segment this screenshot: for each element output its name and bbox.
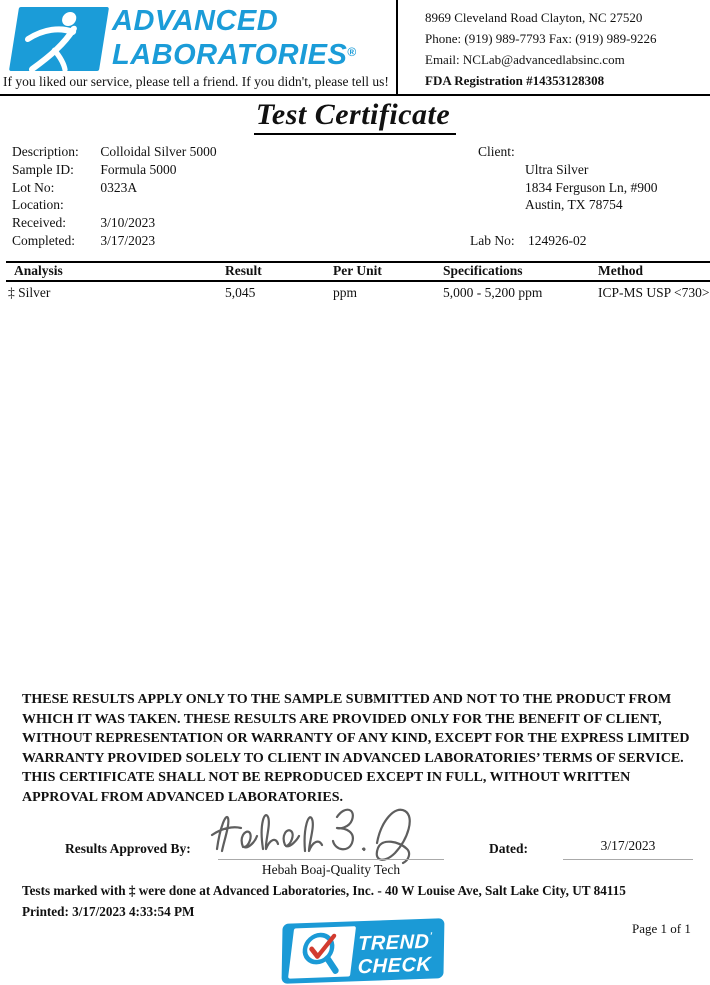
date-line (563, 859, 693, 860)
cell-per-unit: ppm (333, 285, 358, 300)
field-label-received: Received: (12, 215, 66, 231)
col-header-specifications: Specifications (443, 263, 523, 278)
registered-mark: ® (347, 45, 357, 59)
cell-method: ICP-MS USP <730> (598, 285, 710, 300)
service-tagline: If you liked our service, please tell a friend. If you didn't, please tell us! (3, 74, 389, 89)
company-address: 8969 Cleveland Road Clayton, NC 27520 (425, 10, 643, 25)
lab-no-label: Lab No: (470, 233, 515, 248)
cell-specifications: 5,000 - 5,200 ppm (443, 285, 543, 300)
client-block (478, 144, 708, 213)
field-label-location: Location: (12, 197, 64, 213)
field-value-received: 3/10/2023 (100, 215, 156, 231)
field-value-sample-id: Formula 5000 (100, 161, 177, 177)
results-approved-by-label: Results Approved By: (65, 841, 191, 856)
signer-name-title: Hebah Boaj-Quality Tech (261, 862, 401, 877)
info-field-row (12, 162, 352, 180)
company-phone-fax: Phone: (919) 989-7793 Fax: (919) 989-9226 (425, 31, 657, 46)
trademark-mark: ’ (429, 930, 433, 941)
disclaimer-paragraph-2: THIS CERTIFICATE SHALL NOT BE REPRODUCED EXCEPT IN FULL, WITHOUT WRITTEN APPROVAL FROM ADVANCED LABORATORIES. (22, 770, 631, 805)
field-value-description: Colloidal Silver 5000 (100, 144, 217, 159)
header-vertical-divider (396, 0, 398, 95)
col-header-per-unit: Per Unit (333, 263, 382, 278)
info-field-row (12, 180, 352, 198)
field-label-sample-id: Sample ID: (12, 161, 74, 177)
sample-info-block (12, 144, 352, 251)
field-label-lot-no: Lot No: (12, 179, 55, 195)
signature-handwriting (205, 797, 435, 872)
table-rule-header (6, 280, 710, 282)
fda-registration: FDA Registration #14353128308 (425, 73, 605, 88)
info-field-row (12, 233, 352, 251)
client-label: Client: (478, 144, 515, 159)
company-email: Email: NCLab@advancedlabsinc.com (425, 52, 625, 67)
col-header-method: Method (598, 263, 643, 278)
printed-timestamp: Printed: 3/17/2023 4:33:54 PM (22, 904, 195, 919)
disclaimer-paragraph-1: THESE RESULTS APPLY ONLY TO THE SAMPLE SUBMITTED AND NOT TO THE PRODUCT FROM WHICH IT WAS TAKEN. THESE RESULTS ARE PROVIDED ONLY FOR THE BENEFIT OF CLIENT, WITHOUT REPRESENTATION OR WARRANTY OF ANY KIND, EXCEPT FOR THE EXPRESS LIMITED WARRANTY PROVIDED SOLELY TO CLIENT IN ADVANCED LABORATORIES’ TERMS OF SERVICE. (22, 692, 690, 766)
field-value-completed: 3/17/2023 (100, 232, 156, 248)
header-rule (0, 94, 710, 96)
client-address-line2: Austin, TX 78754 (525, 197, 623, 213)
logo-line2: LABORATORIES (112, 39, 348, 71)
cell-analysis: ‡ Silver (8, 285, 51, 300)
field-value-lot-no: 0323A (100, 179, 138, 195)
col-header-result: Result (225, 263, 262, 278)
company-contact-block (425, 7, 705, 91)
cell-result: 5,045 (225, 285, 256, 300)
company-logo-mark (9, 7, 109, 71)
person-icon (13, 8, 103, 72)
trend-check-line1: TREND (357, 930, 430, 956)
magnifier-check-icon (288, 926, 356, 978)
lab-no-value: 124926-02 (528, 233, 587, 248)
field-label-completed: Completed: (12, 232, 75, 248)
client-name: Ultra Silver (525, 162, 589, 177)
page-number: Page 1 of 1 (632, 921, 691, 936)
lab-no-row (470, 233, 587, 249)
info-field-row (12, 215, 352, 233)
info-field-row (12, 197, 352, 215)
tests-location-note: Tests marked with ‡ were done at Advanced Laboratories, Inc. - 40 W Louise Ave, Salt Lake City, UT 84115 (22, 883, 626, 898)
approval-date: 3/17/2023 (600, 838, 656, 853)
info-field-row (12, 144, 352, 162)
field-label-description: Description: (12, 144, 79, 159)
certificate-title: Test Certificate (254, 98, 456, 135)
dated-label: Dated: (489, 841, 528, 856)
trend-check-wordmark (358, 925, 433, 980)
trend-check-line2: CHECK (357, 953, 432, 979)
signature-line (218, 859, 444, 860)
trend-check-badge (282, 918, 445, 984)
client-address-line1: 1834 Ferguson Ln, #900 (525, 179, 658, 195)
company-logo-text (112, 6, 357, 71)
col-header-analysis: Analysis (14, 263, 63, 278)
logo-line1: ADVANCED (112, 5, 279, 37)
